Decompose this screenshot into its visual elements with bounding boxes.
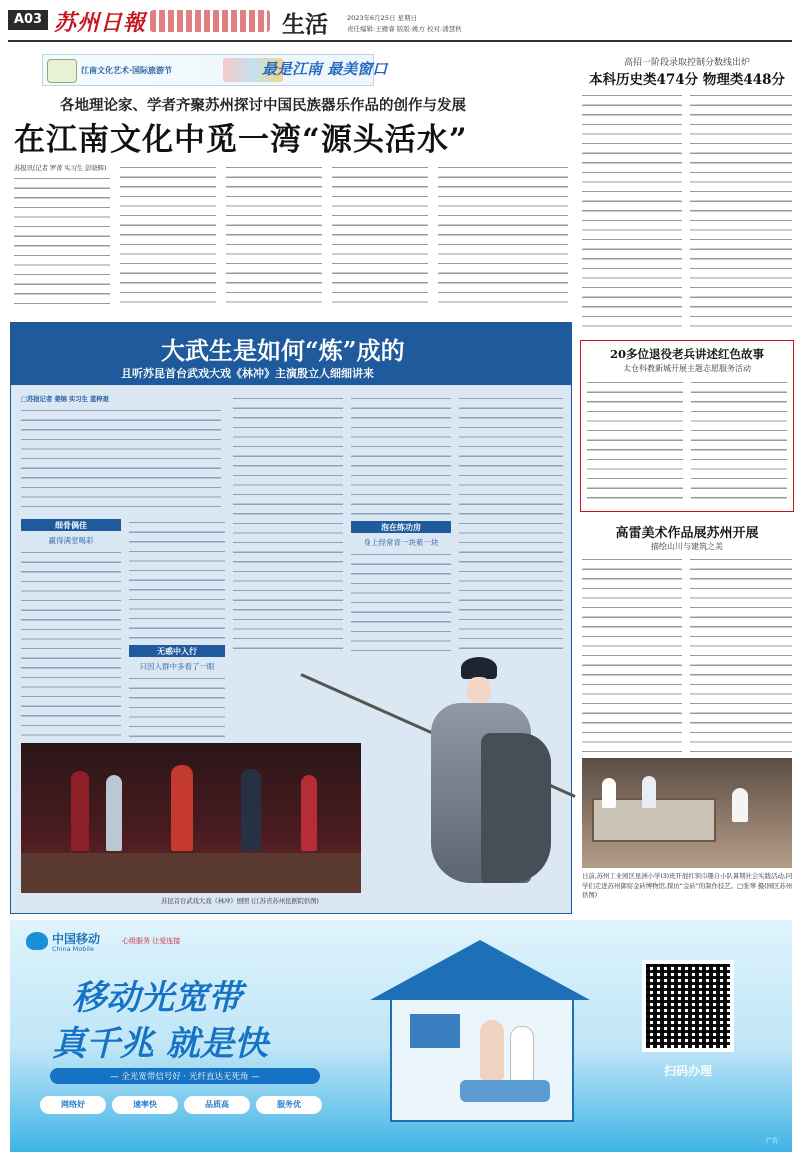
wave-ornament xyxy=(150,10,270,32)
qr-label: 扫码办理 xyxy=(663,1064,712,1078)
box-headline: 20多位退役老兵讲述红色故事 xyxy=(609,347,764,361)
red-box-story xyxy=(580,340,794,512)
editor-line: 责任编辑:王雁睿 版版:姚方 校对:潘慧秋 xyxy=(347,25,462,33)
ad-brand-en: China Mobile xyxy=(52,945,94,953)
museum-caption: 日前,苏州工业园区星洲小学(3)班开展红领巾趣自小队暑期社会实践活动,同学们走进苏州御窑金砖博物馆,探访“金砖”的制作技艺。□张琴 摄(园区苏州供图) xyxy=(582,872,792,900)
feature-byline: □苏报记者 姜锦 实习生 蓝梓艰 xyxy=(21,395,109,403)
right-top-kicker: 高招一阶段录取控制分数线出炉 xyxy=(623,58,750,68)
feature-sub2: 无惑中入行 xyxy=(157,647,197,656)
feature-col2a xyxy=(129,519,225,639)
feature-sub1b: 赢得满堂喝彩 xyxy=(48,536,94,545)
badge-label: 速率快 xyxy=(133,1100,157,1109)
right-top-body-b xyxy=(690,92,792,332)
actor-face xyxy=(467,677,491,703)
family-figure xyxy=(480,1020,504,1080)
ad-brand-cn: 中国移动 xyxy=(52,932,101,946)
feature-col4b xyxy=(351,551,451,655)
stage-floor xyxy=(21,853,361,893)
lead-kicker: 各地理论家、学者齐聚苏州探讨中国民族器乐作品的创作与发展 xyxy=(60,97,466,114)
exhibit-body-b xyxy=(690,556,792,752)
box-body-a xyxy=(587,379,683,505)
feature-intro xyxy=(21,407,221,513)
festival-name: 江南文化艺术·国际旅游节 xyxy=(81,66,173,75)
tv-screen xyxy=(410,1014,460,1048)
photo-caption: 苏昆首台武戏大戏《林冲》剧照 (江苏省苏州昆剧院供图) xyxy=(161,897,319,905)
exhibit-body-a xyxy=(582,556,682,752)
masthead xyxy=(0,0,800,42)
performer-figure xyxy=(106,775,122,851)
date-line: 2023年6月25日 星期日 xyxy=(347,14,418,22)
right-top-body-a xyxy=(582,92,682,332)
page-number: A03 xyxy=(8,10,48,30)
ad-corner-label: 广告 xyxy=(766,1138,779,1145)
feature-sub3b: 身上经常青一块紫一块 xyxy=(363,538,439,547)
box-subhead: 太仓科教新城开展主题志愿服务活动 xyxy=(623,364,751,373)
badge-best-service xyxy=(256,1096,322,1114)
actor-hat xyxy=(461,657,497,679)
feature-col4a xyxy=(351,395,451,515)
section-name: 生活 xyxy=(282,11,328,38)
badge-label: 网络好 xyxy=(61,1100,85,1109)
lead-byline: 苏报讯(记者 罗菁 实习生 彭晓辉) xyxy=(14,164,107,172)
qr-code[interactable] xyxy=(642,960,734,1052)
badge-label: 服务优 xyxy=(277,1100,301,1109)
performer-figure xyxy=(71,771,89,851)
festival-logo-icon xyxy=(47,59,77,83)
performer-figure xyxy=(171,765,193,851)
museum-photo xyxy=(582,758,792,868)
badge-good-network xyxy=(40,1096,106,1114)
lead-headline: 在江南文化中觅一湾“源头活水” xyxy=(14,122,468,158)
performer-figure xyxy=(301,775,317,851)
ad-strip: — 全光宽带信号好 · 光纤直达无死角 — xyxy=(110,1072,260,1082)
lead-body-col4 xyxy=(332,164,428,307)
performer-figure xyxy=(241,769,261,851)
lead-body-col1 xyxy=(14,175,110,307)
exhibit-headline: 高雷美术作品展苏州开展 xyxy=(615,526,759,541)
family-figure xyxy=(510,1026,534,1082)
china-mobile-ad xyxy=(10,920,792,1152)
badge-high-quality xyxy=(184,1096,250,1114)
actor-cape xyxy=(481,733,551,883)
feature-sub3: 泡在练功房 xyxy=(381,523,421,532)
house-roof xyxy=(370,940,590,1000)
exhibit-subhead: 描绘山川与建筑之美 xyxy=(651,542,723,551)
lead-actor-cutout xyxy=(371,653,561,893)
lead-body-col3 xyxy=(226,164,322,307)
sofa xyxy=(460,1080,550,1102)
feature-sub2b: 只因入群中多看了一眼 xyxy=(139,662,215,671)
ad-line1: 移动光宽带 xyxy=(72,978,242,1018)
feature-sub1: 细骨偶佳 xyxy=(55,521,87,530)
house-illustration xyxy=(360,940,600,1140)
feature-subhead: 且听苏昆首台武戏大戏《林冲》主演殷立人细细讲来 xyxy=(121,367,374,380)
box-body-b xyxy=(691,379,787,505)
feature-col3 xyxy=(233,395,343,655)
banner-slogan: 最是江南 最美窗口 xyxy=(262,60,388,78)
badge-label: 品质高 xyxy=(205,1100,229,1109)
ad-tagline: 心级服务 让爱连接 xyxy=(122,937,181,945)
student-figure xyxy=(732,788,748,822)
paper-name: 苏州日報 xyxy=(54,10,147,36)
right-top-headline: 本科历史类474分 物理类448分 xyxy=(588,72,786,88)
china-mobile-logo-icon xyxy=(26,932,48,950)
lead-body-col2 xyxy=(120,164,216,307)
student-figure xyxy=(602,778,616,808)
feature-col5 xyxy=(459,395,563,655)
ad-line2: 真千兆 就是快 xyxy=(52,1024,268,1064)
lead-body-col5 xyxy=(438,164,568,307)
badge-fast-speed xyxy=(112,1096,178,1114)
feature-headline: 大武生是如何“炼”成的 xyxy=(161,336,405,365)
qr-pattern xyxy=(646,964,730,1048)
student-figure xyxy=(642,776,656,808)
feature-box xyxy=(10,322,572,914)
